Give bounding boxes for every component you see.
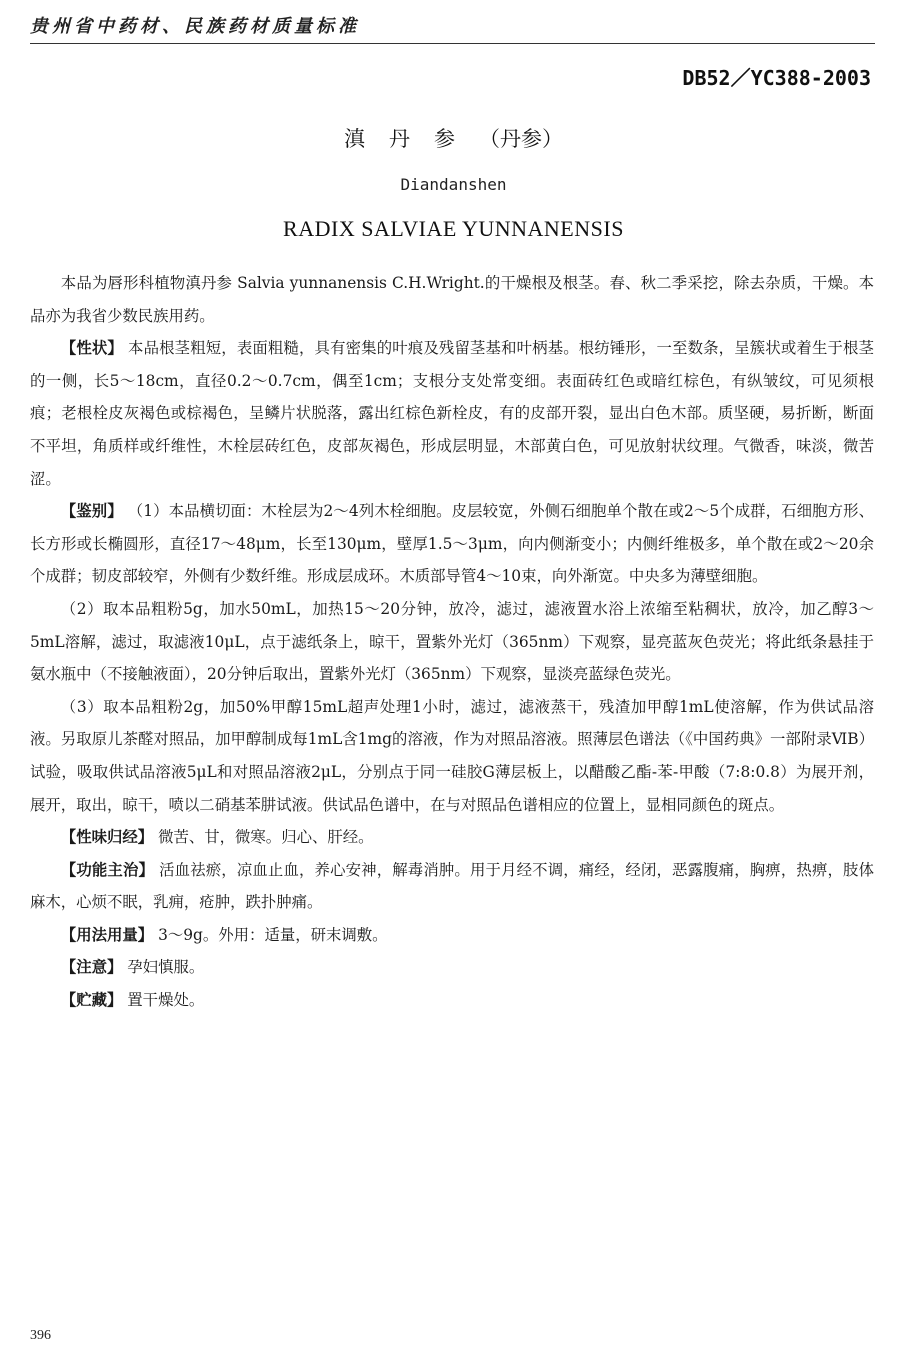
title-chinese-main: 滇丹参 [344, 127, 479, 151]
title-pinyin: Diandanshen [400, 175, 507, 194]
section-text: 3～9g。外用：适量，研末调敷。 [158, 925, 388, 944]
standard-number: DB52／YC388-2003 [682, 66, 871, 90]
jianbie-item-2: （2）取本品粗粉5g，加水50mL，加热15～20分钟，放冷，滤过，滤液置水浴上浓缩至粘稠状，放冷，加乙醇3～5mL溶解，滤过，取滤液10μL，点于滤纸条上，晾干，置紫外光灯（365nm）下观察，显亮蓝灰色荧光；将此纸条悬挂于氨水瓶中（不接触液面），20分钟后取出，置紫外光灯（365nm）下观察，显淡亮蓝绿色荧光。 [30, 599, 874, 684]
title-latin: RADIX SALVIAE YUNNANENSIS [283, 216, 624, 241]
section-xingwei [30, 821, 874, 854]
title-chinese-alias: （丹参） [479, 127, 563, 151]
section-jianbie [30, 495, 874, 593]
header-rule [30, 43, 875, 44]
section-gongneng [30, 854, 874, 919]
jianbie-item-3: （3）取本品粗粉2g，加50%甲醇15mL超声处理1小时，滤过，滤液蒸干，残渣加甲醇1mL使溶解，作为供试品溶液。另取原儿茶醛对照品，加甲醇制成每1mL含1mg的溶液，作为对照品溶液。照薄层色谱法（《中国药典》一部附录ⅥB）试验，吸取供试品溶液5μL和对照品溶液2μL，分别点于同一硅胶G薄层板上，以醋酸乙酯-苯-甲酸（7:8:0.8）为展开剂，展开，取出，晾干，喷以二硝基苯肼试液。供试品色谱中，在与对照品色谱相应的位置上，显相同颜色的斑点。 [30, 697, 874, 814]
monograph-body [30, 267, 874, 1017]
section-text: 孕妇慎服。 [127, 958, 205, 977]
section-text: 微苦、甘，微寒。归心、肝经。 [158, 828, 374, 847]
section-label: 【功能主治】 [60, 860, 155, 879]
page-number: 396 [30, 1328, 51, 1343]
section-text: （1）本品横切面：木栓层为2～4列木栓细胞。皮层较宽，外侧石细胞单个散在或2～5个成群，石细胞方形、长方形或长椭圆形，直径17～48μm，长至130μm，壁厚1.5～3μm，向内侧渐变小；内侧纤维极多，单个散在或2～20余个成群；韧皮部较窄，外侧有少数纤维。形成层成环。木质部导管4～10束，向外渐宽。中央多为薄壁细胞。 [30, 502, 874, 586]
section-label: 【注意】 [60, 958, 123, 977]
section-label: 【性状】 [60, 339, 123, 358]
section-text: 置干燥处。 [127, 991, 205, 1010]
running-head: 贵州省中药材、民族药材质量标准 [30, 16, 360, 37]
page-title [0, 123, 907, 153]
section-text: 本品根茎粗短，表面粗糙，具有密集的叶痕及残留茎基和叶柄基。根纺锤形，一至数条，呈簇状或着生于根茎的一侧，长5～18cm，直径0.2～0.7cm，偶至1cm；支根分支处常变细。表面砖红色或暗红棕色，有纵皱纹，可见须根痕；老根栓皮灰褐色或棕褐色，呈鳞片状脱落，露出红棕色新栓皮，有的皮部开裂，显出白色木部。质坚硬，易折断，断面不平坦，角质样或纤维性，木栓层砖红色，皮部灰褐色，形成层明显，木部黄白色，可见放射状纹理。气微香，味淡，微苦涩。 [30, 339, 874, 488]
section-zhucang [30, 984, 874, 1017]
section-xingzhuang [30, 332, 874, 495]
intro-paragraph: 本品为唇形科植物滇丹参 Salvia yunnanensis C.H.Wright.的干燥根及根茎。春、秋二季采挖，除去杂质，干燥。本品亦为我省少数民族用药。 [30, 274, 874, 325]
section-label: 【性味归经】 [60, 828, 154, 847]
section-label: 【贮藏】 [60, 991, 123, 1010]
section-yongfa [30, 919, 874, 952]
section-zhuyi [30, 951, 874, 984]
section-label: 【用法用量】 [60, 925, 154, 944]
section-label: 【鉴别】 [60, 502, 123, 521]
section-text: 活血祛瘀，凉血止血，养心安神，解毒消肿。用于月经不调，痛经，经闭，恶露腹痛，胸痹，热痹，肢体麻木，心烦不眠，乳痈，疮肿，跌扑肿痛。 [30, 860, 874, 912]
